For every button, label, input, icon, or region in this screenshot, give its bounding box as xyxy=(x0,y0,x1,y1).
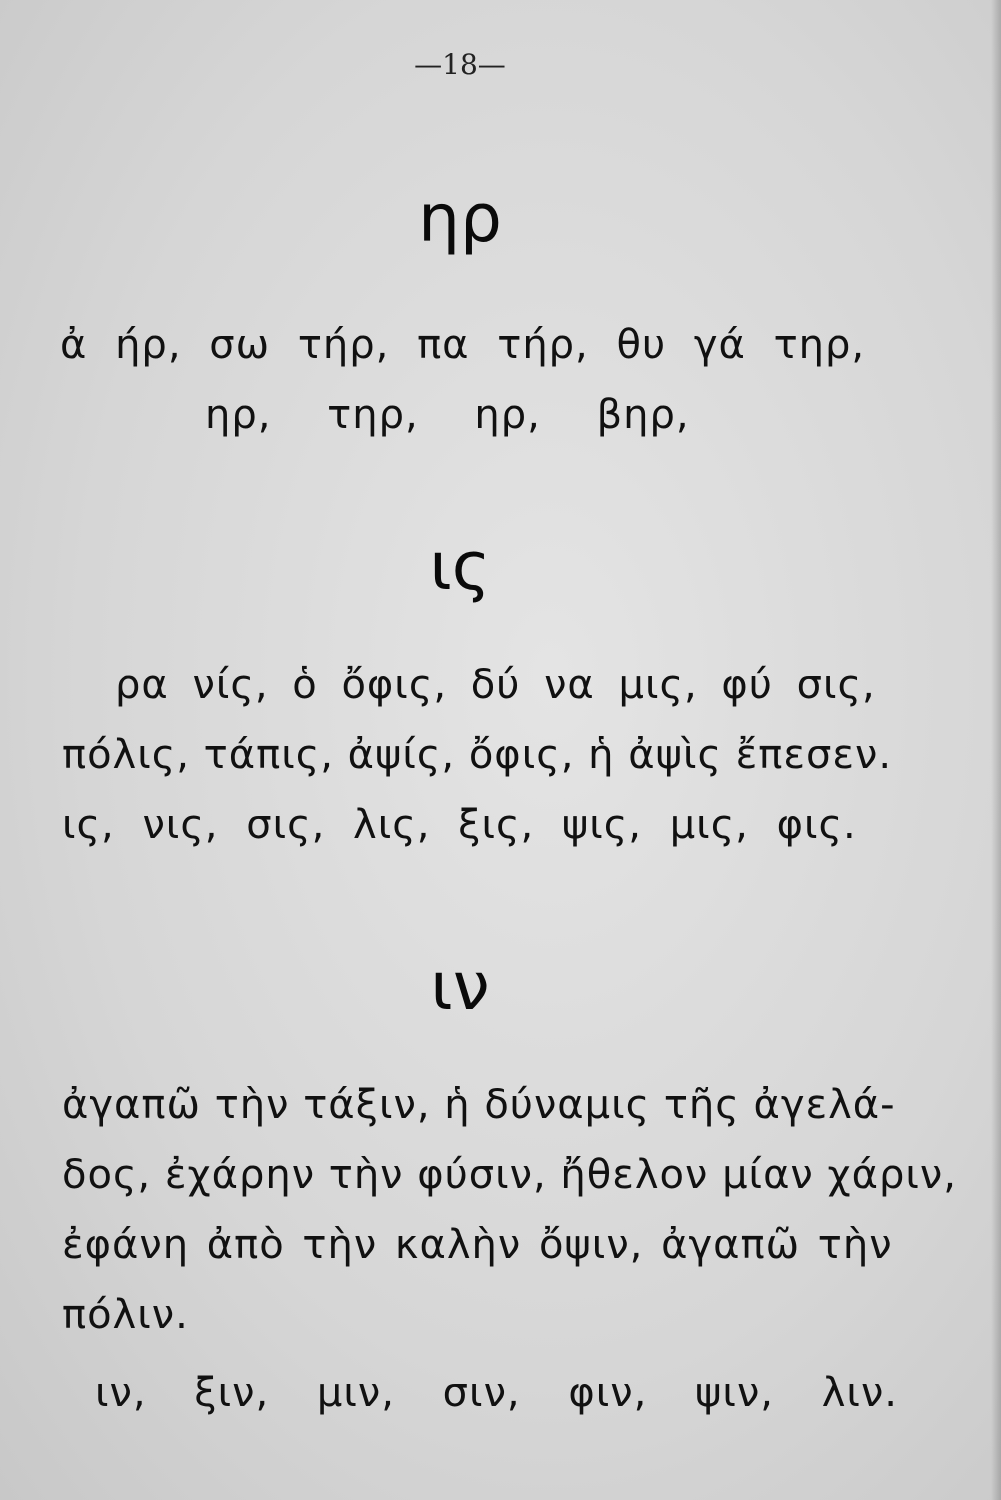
section-heading: ις xyxy=(429,528,491,605)
text-line: δος, ἐχάρην τὴν φύσιν, ἤθελον μίαν χάριν, xyxy=(62,1152,957,1198)
text-line: ις, νις, σις, λις, ξις, ψις, μις, φις. xyxy=(62,802,857,848)
text-line: πόλιν. xyxy=(62,1292,189,1338)
text-line: ἀγαπῶ τὴν τάξιν, ἡ δύναμις τῆς ἀγελά- xyxy=(62,1082,896,1128)
text-line: ιν, ξιν, μιν, σιν, φιν, ψιν, λιν. xyxy=(95,1370,898,1416)
text-line: πόλις, τάπις, ἀψίς, ὄφις, ἡ ἀψὶς ἔπεσεν. xyxy=(62,732,893,778)
text-line: ἐφάνη ἀπὸ τὴν καλὴν ὄψιν, ἀγαπῶ τὴν xyxy=(62,1222,893,1268)
text-line: ηρ, τηρ, ηρ, βηρ, xyxy=(205,392,690,438)
section-heading: ιν xyxy=(430,948,490,1025)
page-number: —18— xyxy=(414,48,506,81)
text-line: ἀ ήρ, σω τήρ, πα τήρ, θυ γά τηρ, xyxy=(60,322,866,368)
section-heading: ηρ xyxy=(418,180,502,257)
text-line: ρα νίς, ὁ ὄφις, δύ να μις, φύ σις, xyxy=(115,662,876,708)
